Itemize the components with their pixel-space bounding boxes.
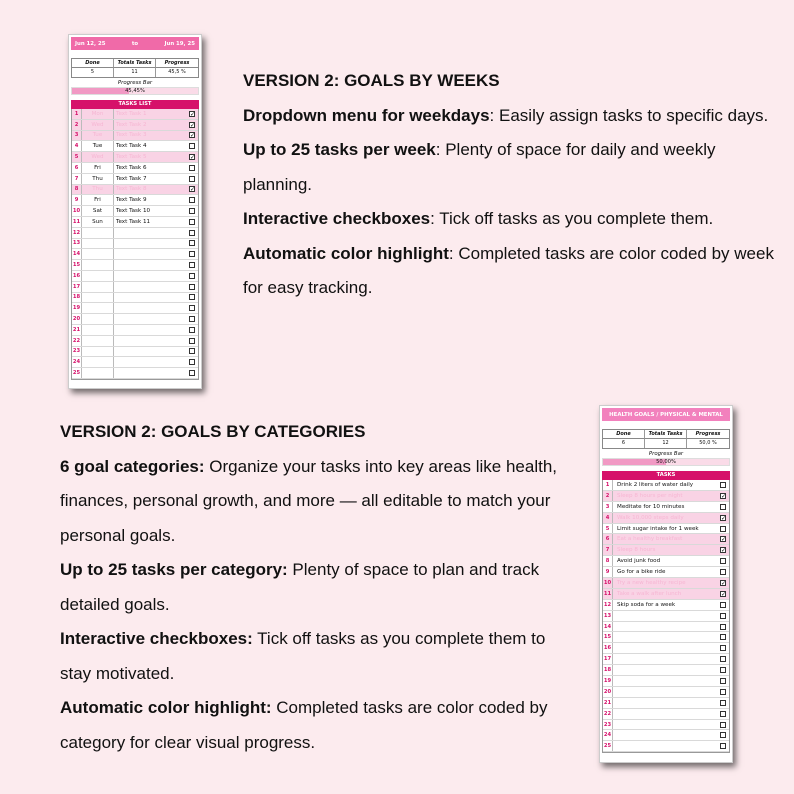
row-number: 6 [72,163,82,173]
table-row [72,239,198,250]
task-checkbox[interactable] [189,338,195,344]
weeks-feature-1 [243,99,778,134]
done-header: Done [603,430,645,439]
weekday-dropdown[interactable] [82,303,114,313]
row-number: 22 [72,337,81,344]
table-row [72,141,198,152]
task-checkbox[interactable] [189,219,195,225]
row-number: 1 [603,480,613,490]
task-text[interactable]: Meditate for 10 minutes [617,503,685,510]
progress-bar [602,458,730,466]
total-tasks-header: Totals Tasks [114,59,156,68]
progress-bar-text: 50,00% [656,459,676,465]
task-checkbox[interactable] [189,294,195,300]
table-row [603,513,729,524]
row-number: 2 [72,120,82,130]
task-checkbox[interactable] [189,348,195,354]
weekday-dropdown[interactable] [82,347,114,357]
weekday-dropdown[interactable] [82,282,114,292]
feature-title: Up to 25 tasks per category: [60,560,288,579]
weekday-dropdown[interactable]: Thu [82,185,114,195]
row-number: 17 [603,656,612,663]
task-checkbox[interactable] [189,273,195,279]
row-number: 21 [72,326,81,333]
weekday-dropdown[interactable] [82,293,114,303]
row-number: 11 [603,590,612,597]
row-number: 10 [72,208,81,215]
weekday-dropdown[interactable]: Wed [82,120,114,130]
row-number: 12 [603,601,612,608]
task-checkbox[interactable] [720,558,726,564]
row-number: 2 [603,491,613,501]
categories-feature-3 [60,622,580,691]
category-planner-sheet [599,405,733,763]
date-separator: to [131,40,139,47]
feature-title: Interactive checkboxes: [60,629,253,648]
task-text[interactable]: Text Task 4 [116,143,147,150]
row-number: 5 [72,152,82,162]
week-date-range [71,37,199,50]
table-row [603,741,729,752]
task-checkbox[interactable] [189,359,195,365]
table-row [603,600,729,611]
task-checkbox[interactable]: ✓ [721,579,727,587]
done-value: 6 [603,439,645,448]
table-row [72,185,198,196]
weekly-task-list [71,109,199,380]
weekday-dropdown[interactable] [82,368,114,378]
weekday-dropdown[interactable] [82,249,114,259]
table-row [603,491,729,502]
feature-title: Interactive checkboxes [243,209,431,228]
task-checkbox[interactable]: ✓ [721,492,727,500]
weekday-dropdown[interactable]: Wed [82,152,114,162]
feature-text: : Easily assign tasks to specific days. [489,105,769,125]
row-number: 3 [603,502,613,512]
table-row [72,336,198,347]
table-row [72,303,198,314]
weekday-dropdown[interactable]: Tue [82,131,114,141]
table-row [72,347,198,358]
task-checkbox[interactable]: ✓ [190,154,196,162]
task-checkbox[interactable]: ✓ [190,110,196,118]
table-row [603,709,729,720]
task-checkbox[interactable] [189,316,195,322]
row-number: 20 [72,316,81,323]
row-number: 18 [72,294,81,301]
table-row [72,109,198,120]
weekday-dropdown[interactable] [82,228,114,238]
task-checkbox[interactable]: ✓ [721,536,727,544]
total-tasks-value: 12 [645,439,687,448]
row-number: 14 [72,251,81,258]
table-row [72,195,198,206]
row-number: 4 [603,513,613,523]
feature-text: : Plenty of space for daily and weekly planning. [243,140,716,194]
task-checkbox[interactable]: ✓ [721,590,727,598]
table-row [72,325,198,336]
total-tasks-header: Totals Tasks [645,430,687,439]
task-checkbox[interactable] [189,262,195,268]
week-stats-table [71,58,199,78]
row-number: 8 [603,556,613,566]
row-number: 21 [603,699,612,706]
categories-feature-2 [60,553,580,622]
task-checkbox[interactable] [720,634,726,640]
task-text[interactable]: Limit sugar intake for 1 week [617,525,699,532]
row-number: 20 [603,688,612,695]
table-row [603,643,729,654]
weekday-dropdown[interactable]: Fri [82,163,114,173]
table-row [603,622,729,633]
task-checkbox[interactable] [720,569,726,575]
task-text[interactable]: Text Task 3 [116,132,147,139]
tasks-list-title: TASKS LIST [71,100,199,109]
row-number: 23 [72,348,81,355]
task-text[interactable]: Sleep 8 hours [617,547,656,554]
task-checkbox[interactable]: ✓ [721,514,727,522]
feature-text: Tick off tasks as you complete them to stay motivated. [60,629,546,683]
weeks-feature-2 [243,133,778,202]
task-text[interactable]: Text Task 9 [116,197,147,204]
task-checkbox[interactable] [720,722,726,728]
task-text[interactable]: Avoid junk food [617,558,661,565]
task-checkbox[interactable] [720,624,726,630]
table-row [72,120,198,131]
table-row [603,534,729,545]
feature-text: Organize your tasks into key areas like health, finances, personal growth, and more — all editable to match your personal goals. [60,456,558,545]
task-checkbox[interactable]: ✓ [190,121,196,129]
task-checkbox[interactable] [189,370,195,376]
progress-bar-label: Progress Bar [648,451,684,457]
task-text[interactable]: Drink 2 liters of water daily [617,481,694,488]
row-number: 8 [72,185,82,195]
week-end-date[interactable]: Jun 19, 25 [164,40,195,47]
feature-title: 6 goal categories: [60,456,205,476]
task-checkbox[interactable] [720,689,726,695]
task-checkbox[interactable] [720,667,726,673]
categories-feature-4 [60,691,580,760]
weekday-dropdown[interactable] [82,336,114,346]
progress-header: Progress [687,430,729,439]
category-stats-table [602,429,730,449]
row-number: 3 [72,131,82,141]
row-number: 19 [72,305,81,312]
weeks-heading: VERSION 2: GOALS BY WEEKS [243,71,500,90]
categories-heading: VERSION 2: GOALS BY CATEGORIES [60,422,366,441]
row-number: 25 [72,370,81,377]
row-number: 12 [72,229,81,236]
table-row [72,314,198,325]
task-text[interactable]: Eat a healthy breakfast [617,536,683,543]
task-checkbox[interactable] [189,230,195,236]
weekday-dropdown[interactable] [82,325,114,335]
task-checkbox[interactable] [189,208,195,214]
task-checkbox[interactable] [720,656,726,662]
progress-bar-text: 45,45% [125,88,145,94]
table-row [72,271,198,282]
category-title-text: HEALTH GOALS / PHYSICAL & MENTAL [609,411,723,418]
progress-bar [71,87,199,95]
row-number: 15 [603,634,612,641]
weekday-dropdown[interactable]: Thu [82,174,114,184]
task-text[interactable]: Text Task 6 [116,164,147,171]
table-row [72,249,198,260]
table-row [603,480,729,491]
task-checkbox[interactable] [720,743,726,749]
category-title[interactable] [602,408,730,421]
weekly-planner-sheet [68,34,202,389]
row-number: 6 [603,534,613,544]
task-checkbox[interactable] [189,305,195,311]
weekday-dropdown[interactable] [82,314,114,324]
task-text[interactable]: Text Task 10 [116,208,151,215]
weekday-dropdown[interactable] [82,239,114,249]
row-number: 4 [72,141,82,151]
row-number: 24 [72,359,81,366]
weeks-description-panel [243,64,778,306]
total-tasks-value: 11 [114,68,156,77]
task-text[interactable]: Text Task 2 [116,121,147,128]
table-row [72,174,198,185]
task-text[interactable]: Walk 10,000 steps daily [617,514,684,521]
task-checkbox[interactable] [720,700,726,706]
table-row [72,131,198,142]
row-number: 9 [72,195,82,205]
task-checkbox[interactable] [189,197,195,203]
task-checkbox[interactable]: ✓ [190,132,196,140]
row-number: 10 [603,579,612,586]
table-row [603,545,729,556]
task-text[interactable]: Text Task 5 [116,154,147,161]
task-text[interactable]: Try a new healthy recipe [617,579,686,586]
row-number: 17 [72,283,81,290]
task-checkbox[interactable] [720,678,726,684]
category-task-list [602,480,730,753]
task-text[interactable]: Skip soda for a week [617,601,676,608]
task-checkbox[interactable] [189,284,195,290]
progress-value: 45,5 % [168,69,186,75]
task-text[interactable]: Sleep 8 hours per night [617,492,683,499]
table-row [603,556,729,567]
task-checkbox[interactable] [189,143,195,149]
feature-title: Up to 25 tasks per week [243,140,436,159]
task-text[interactable]: Text Task 8 [116,186,147,193]
table-row [603,578,729,589]
week-start-date[interactable]: Jun 12, 25 [75,40,106,47]
table-row [72,368,198,379]
categories-description-panel [60,415,580,760]
categories-feature-1 [60,450,580,554]
weekday-dropdown[interactable] [82,260,114,270]
table-row [72,163,198,174]
table-row [603,687,729,698]
table-row [603,611,729,622]
row-number: 18 [603,667,612,674]
row-number: 19 [603,677,612,684]
table-row [603,654,729,665]
weekday-dropdown[interactable]: Sun [82,217,114,227]
table-row [603,589,729,600]
task-checkbox[interactable] [720,613,726,619]
weekday-dropdown[interactable]: Tue [82,141,114,151]
row-number: 13 [72,240,81,247]
tasks-title: TASKS [602,471,730,480]
task-text[interactable]: Text Task 1 [116,110,147,117]
table-row [603,632,729,643]
row-number: 22 [603,710,612,717]
progress-header: Progress [156,59,198,68]
task-checkbox[interactable]: ✓ [721,547,727,555]
row-number: 14 [603,623,612,630]
table-row [72,206,198,217]
task-text[interactable]: Text Task 7 [116,175,147,182]
weekday-dropdown[interactable]: Fri [82,195,114,205]
task-text[interactable]: Take a walk after lunch [617,590,682,597]
done-header: Done [72,59,114,68]
row-number: 9 [603,567,613,577]
task-checkbox[interactable] [720,645,726,651]
row-number: 11 [72,218,81,225]
task-text[interactable]: Text Task 11 [116,218,151,225]
table-row [72,152,198,163]
table-row [72,217,198,228]
task-checkbox[interactable] [720,526,726,532]
task-checkbox[interactable] [720,711,726,717]
task-checkbox[interactable] [720,504,726,510]
weeks-feature-3 [243,202,778,237]
progress-value: 50,0 % [699,440,717,446]
task-checkbox[interactable] [189,240,195,246]
task-checkbox[interactable] [720,732,726,738]
task-checkbox[interactable]: ✓ [190,186,196,194]
weekday-dropdown[interactable] [82,271,114,281]
feature-text: : Completed tasks are color coded by week for easy tracking. [243,243,774,297]
row-number: 1 [72,109,82,119]
feature-title: Automatic color highlight: [60,698,272,717]
task-checkbox[interactable] [720,602,726,608]
done-value: 5 [72,68,114,77]
table-row [72,293,198,304]
task-checkbox[interactable] [189,176,195,182]
row-number: 15 [72,262,81,269]
row-number: 24 [603,732,612,739]
row-number: 25 [603,743,612,750]
table-row [72,357,198,368]
row-number: 16 [603,645,612,652]
weekday-dropdown[interactable]: Sat [82,206,114,216]
task-checkbox[interactable] [189,251,195,257]
task-text[interactable]: Go for a bike ride [617,569,666,576]
weekday-dropdown[interactable] [82,357,114,367]
row-number: 16 [72,272,81,279]
table-row [603,502,729,513]
task-checkbox[interactable] [189,327,195,333]
table-row [603,676,729,687]
weekday-dropdown[interactable]: Mon [82,109,114,119]
row-number: 7 [603,545,613,555]
row-number: 13 [603,612,612,619]
feature-text: Plenty of space to plan and track detailed goals. [60,560,540,614]
row-number: 7 [72,174,82,184]
task-checkbox[interactable] [189,165,195,171]
table-row [603,524,729,535]
table-row [603,665,729,676]
task-checkbox[interactable] [720,482,726,488]
feature-text: Completed tasks are color coded by category for clear visual progress. [60,698,548,752]
table-row [72,260,198,271]
row-number: 23 [603,721,612,728]
table-row [603,567,729,578]
table-row [603,720,729,731]
table-row [72,228,198,239]
progress-bar-label: Progress Bar [117,80,153,86]
weeks-feature-4 [243,237,778,306]
table-row [603,698,729,709]
feature-text: : Tick off tasks as you complete them. [430,209,714,228]
row-number: 5 [603,524,613,534]
feature-title: Dropdown menu for weekdays [243,105,490,125]
feature-title: Automatic color highlight [243,243,449,263]
table-row [72,282,198,293]
table-row [603,730,729,741]
